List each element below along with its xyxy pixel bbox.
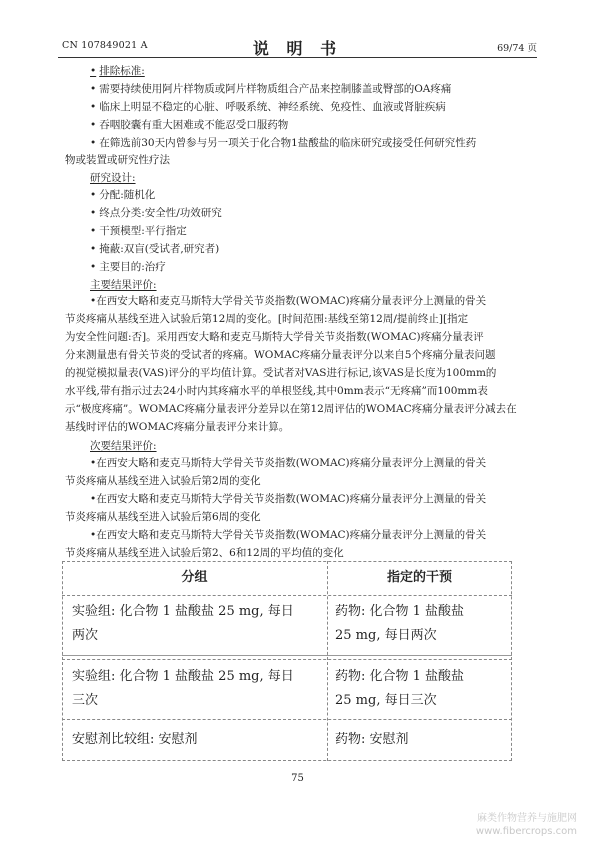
- table-cell-intervention: 药物: 化合物 1 盐酸盐 25 mg, 每日两次: [335, 604, 465, 643]
- exclusion-heading: • 排除标准:: [90, 64, 145, 78]
- secondary-outcome-line: •在西安大略和麦克马斯特大学骨关节炎指数(WOMAC)疼痛分量表评分上测量的骨关: [90, 493, 487, 505]
- table-column-divider: [327, 561, 328, 761]
- primary-outcome-line: 节炎疼痛从基线至进入试验后第12周的变化。[时间范围:基线至第12周/提前终止][指定: [65, 313, 469, 325]
- table-row-divider: [62, 655, 512, 656]
- patent-number: CN 107849021 A: [62, 40, 148, 51]
- table-cell-group: 实验组: 化合物 1 盐酸盐 25 mg, 每日 三次: [72, 669, 294, 708]
- page-counter: 69/74 页: [497, 43, 537, 54]
- design-heading: 研究设计:: [90, 172, 136, 184]
- table-row-divider: [62, 719, 512, 720]
- primary-outcome-line: 分来测量患有骨关节炎的受试者的疼痛。WOMAC疼痛分量表评分以来自5个疼痛分量表问题: [65, 349, 496, 361]
- table-cell-intervention: 药物: 化合物 1 盐酸盐 25 mg, 每日三次: [335, 669, 465, 708]
- exclusion-item: • 需要持续使用阿片样物质或阿片样物质组合产品来控制膝盖或臀部的OA疼痛: [90, 82, 451, 96]
- exclusion-item: • 吞咽胶囊有重大困难或不能忍受口服药物: [90, 118, 288, 132]
- secondary-outcome-line: 节炎疼痛从基线至进入试验后第2周的变化: [65, 475, 261, 487]
- table-header-group: 分组: [181, 570, 208, 585]
- secondary-outcome-line: •在西安大略和麦克马斯特大学骨关节炎指数(WOMAC)疼痛分量表评分上测量的骨关: [90, 529, 487, 541]
- primary-outcome-line: 基线时评估的WOMAC疼痛分量表评分来计算。: [65, 421, 290, 433]
- design-item: • 分配:随机化: [90, 188, 155, 202]
- primary-outcome-line: 水平线,带有指示过去24小时内其疼痛水平的单根竖线,其中0mm表示“无疼痛”而100mm表: [65, 385, 488, 397]
- design-item: • 掩蔽:双盲(受试者,研究者): [90, 242, 219, 256]
- table-row-divider: [62, 595, 512, 596]
- secondary-outcome-line: 节炎疼痛从基线至进入试验后第2、6和12周的平均值的变化: [65, 547, 344, 559]
- secondary-outcome-heading: 次要结果评价:: [90, 440, 157, 452]
- table-cell-group: 安慰剂比较组: 安慰剂: [72, 732, 198, 747]
- design-item: • 干预模型:平行指定: [90, 224, 187, 238]
- primary-outcome-heading: 主要结果评价:: [90, 279, 157, 291]
- exclusion-item-continued: 物或装置或研究性疗法: [65, 154, 170, 166]
- primary-outcome-line: 的视觉模拟量表(VAS)评分的平均值计算。受试者对VAS进行标记,该VAS是长度为100mm的: [65, 367, 497, 379]
- site-watermark: 麻类作物营养与施肥网 www.fibercrops.com: [475, 813, 577, 837]
- design-item: • 主要目的:治疗: [90, 260, 166, 274]
- table-cell-intervention: 药物: 安慰剂: [335, 732, 409, 747]
- table-row-divider: [62, 659, 512, 660]
- exclusion-item: • 在筛选前30天内曾参与另一项关于化合物1盐酸盐的临床研究或接受任何研究性药: [90, 136, 476, 150]
- table-header-intervention: 指定的干预: [386, 570, 452, 585]
- primary-outcome-line: 示“极度疼痛”。WOMAC疼痛分量表评分差异以在第12周评估的WOMAC疼痛分量表评分减去在: [65, 403, 517, 415]
- arms-table: [62, 561, 512, 761]
- secondary-outcome-line: 节炎疼痛从基线至进入试验后第6周的变化: [65, 511, 261, 523]
- secondary-outcome-line: •在西安大略和麦克马斯特大学骨关节炎指数(WOMAC)疼痛分量表评分上测量的骨关: [90, 457, 487, 469]
- document-title: 说 明 书: [252, 39, 343, 58]
- primary-outcome-line: •在西安大略和麦克马斯特大学骨关节炎指数(WOMAC)疼痛分量表评分上测量的骨关: [90, 295, 487, 307]
- page-number: 75: [291, 773, 304, 784]
- table-cell-group: 实验组: 化合物 1 盐酸盐 25 mg, 每日 两次: [72, 604, 294, 643]
- exclusion-item: • 临床上明显不稳定的心脏、呼吸系统、神经系统、免疫性、血液或肾脏疾病: [90, 100, 446, 114]
- primary-outcome-line: 为安全性问题:否]。采用西安大略和麦克马斯特大学骨关节炎指数(WOMAC)疼痛分量表评: [65, 331, 484, 343]
- header-rule: [58, 57, 537, 58]
- design-item: • 终点分类:安全性/功效研究: [90, 206, 222, 220]
